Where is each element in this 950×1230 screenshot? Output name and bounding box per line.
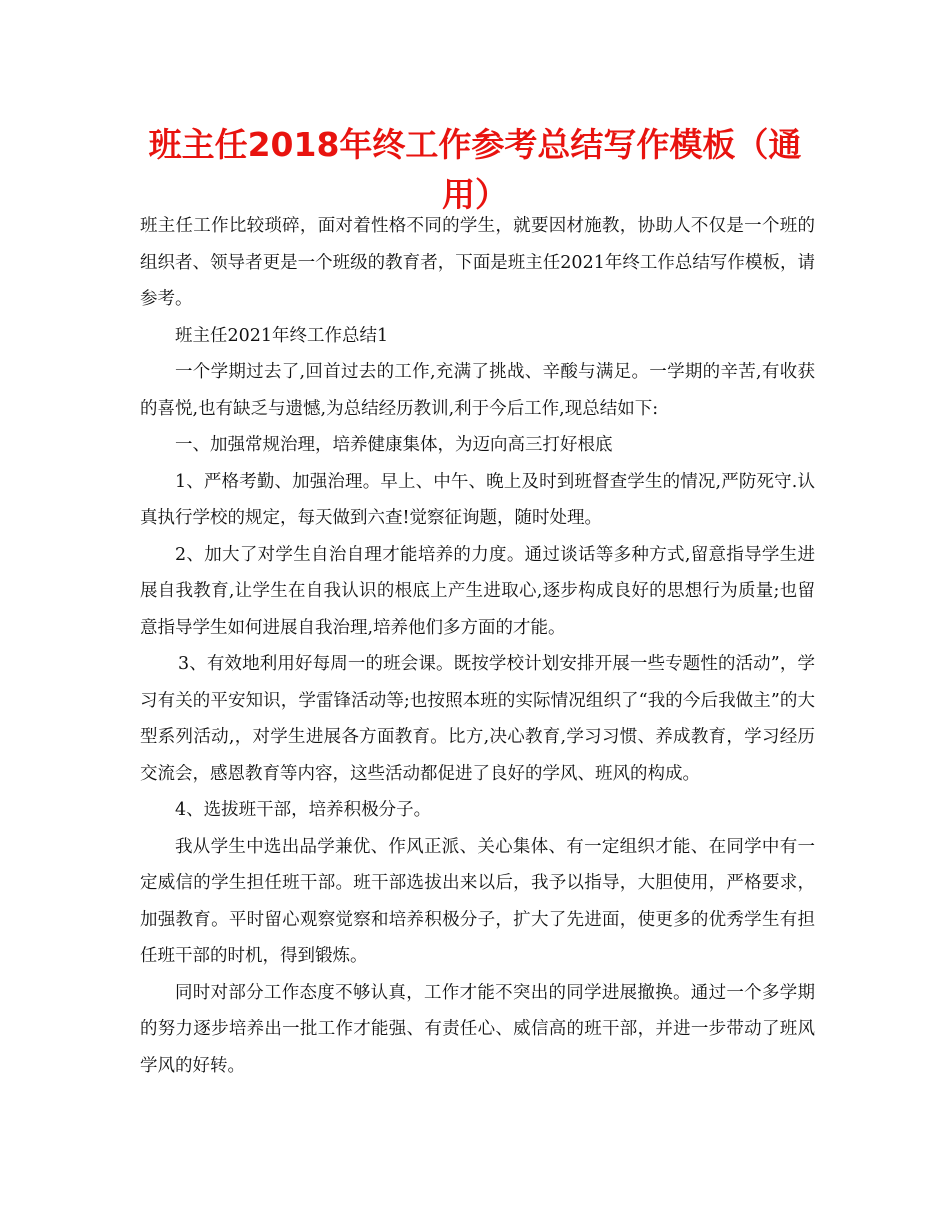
document-body [140, 208, 815, 1084]
list-item-paragraph: 3、有效地利用好每周一的班会课。既按学校计划安排开展一些专题性的活动”，学习有关的平安知识，学雷锋活动等;也按照本班的实际情况组织了“我的今后我做主”的大型系列活动,，对学生进展各方面教育。比方,决心教育,学习习惯、养成教育，学习经历交流会，感恩教育等内容，这些活动都促进了良好的学风、班风的构成。 [140, 654, 815, 784]
body-paragraph: 一个学期过去了,回首过去的工作,充满了挑战、辛酸与满足。一学期的辛苦,有收获的喜悦,也有缺乏与遗憾,为总结经历教训,利于今后工作,现总结如下: [140, 362, 815, 419]
intro-paragraph: 班主任工作比较琐碎，面对着性格不同的学生，就要因材施教，协助人不仅是一个班的组织者、领导者更是一个班级的教育者，下面是班主任2021年终工作总结写作模板，请参考。 [140, 216, 815, 309]
list-item-paragraph: 4、选拔班干部，培养积极分子。 [175, 800, 432, 820]
list-item-paragraph: 2、加大了对学生自治自理才能培养的力度。通过谈话等多种方式,留意指导学生进展自我教育,让学生在自我认识的根底上产生进取心,逐步构成良好的思想行为质量;也留意指导学生如何进展自我治理,培养他们多方面的才能。 [140, 544, 815, 638]
body-paragraph: 我从学生中选出品学兼优、作风正派、关心集体、有一定组织才能、在同学中有一定威信的学生担任班干部。班干部选拔出来以后，我予以指导，大胆使用，严格要求，加强教育。平时留心观察觉察和培养积极分子，扩大了先进面，使更多的优秀学生有担任班干部的时机，得到锻炼。 [140, 836, 815, 966]
list-item-paragraph: 1、严格考勤、加强治理。早上、中午、晚上及时到班督查学生的情况,严防死守.认真执行学校的规定，每天做到六查!觉察征询题，随时处理。 [140, 471, 815, 528]
body-paragraph: 同时对部分工作态度不够认真，工作才能不突出的同学进展撤换。通过一个多学期的努力逐步培养出一批工作才能强、有责任心、威信高的班干部，并进一步带动了班风学风的好转。 [140, 982, 815, 1076]
document-title: 班主任2018年终工作参考总结写作模板（通用） [148, 125, 802, 214]
subsection-heading: 一、加强常规治理，培养健康集体，为迈向高三打好根底 [175, 435, 613, 455]
section-heading: 班主任2021年终工作总结1 [175, 325, 389, 346]
